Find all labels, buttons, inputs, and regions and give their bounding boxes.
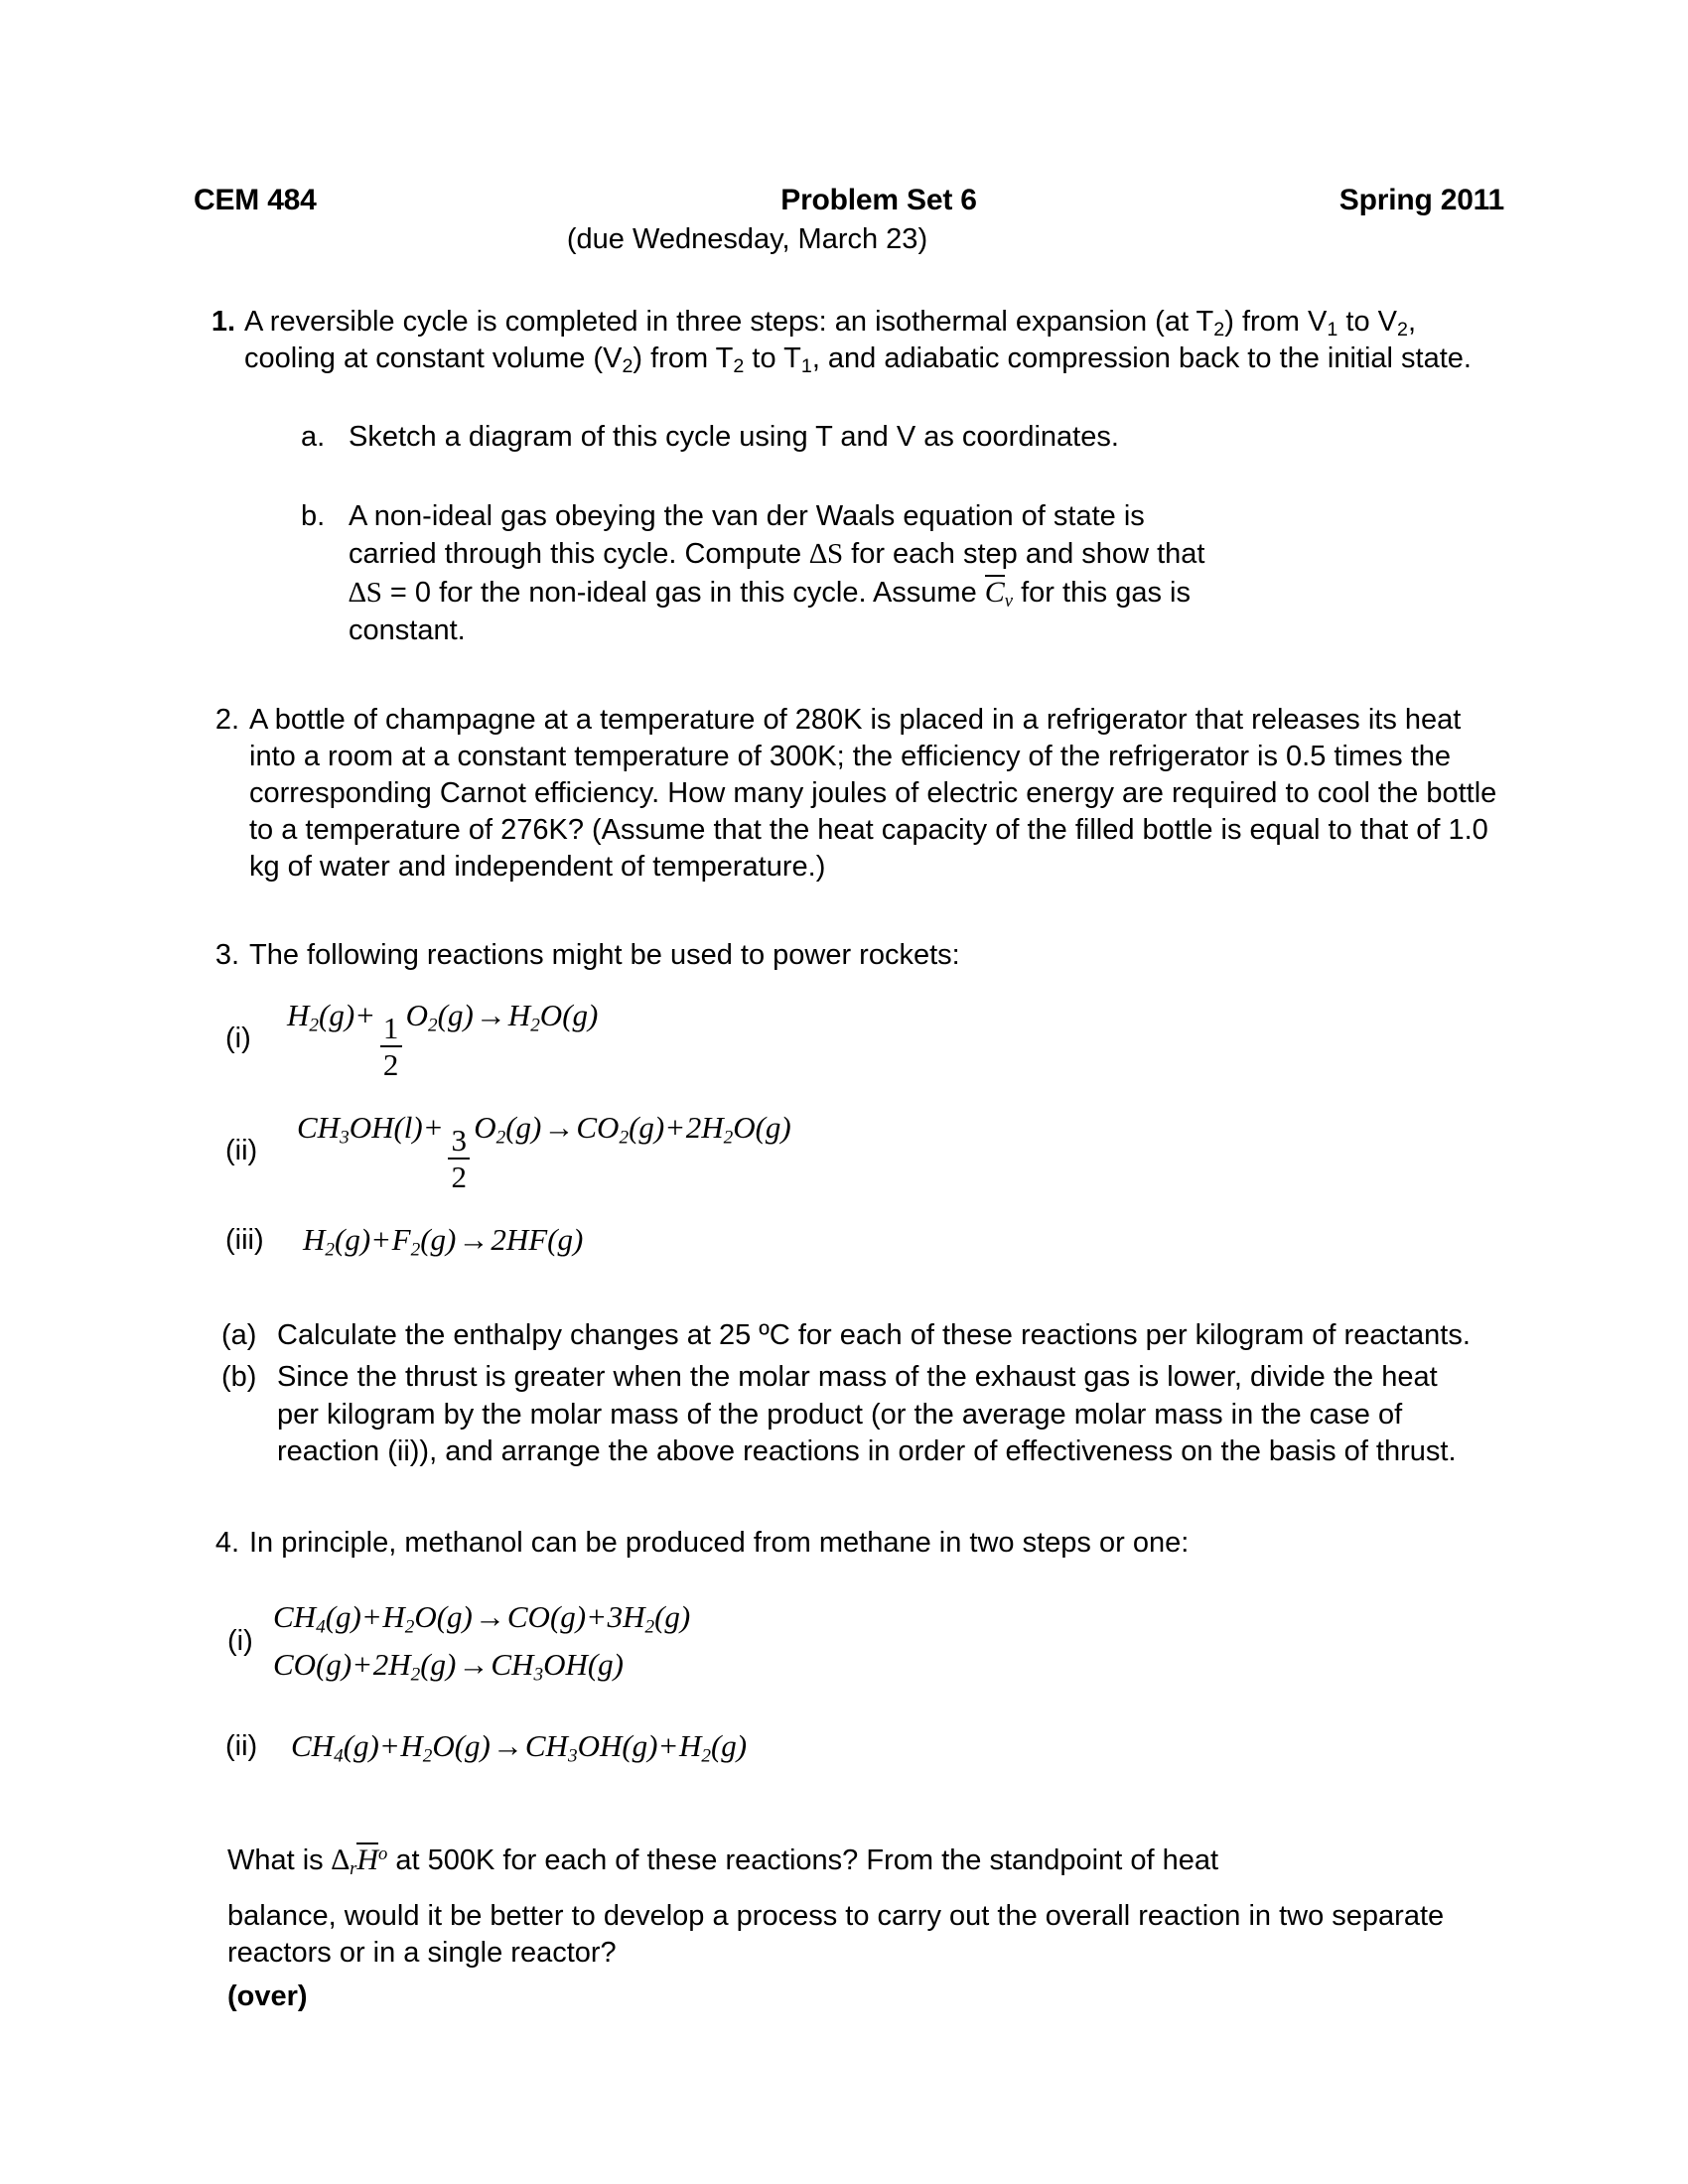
f4i2-oh: OH xyxy=(543,1647,588,1683)
f4i1-h-sub: 2 xyxy=(404,1616,415,1638)
p1-seg4: , cooling at constant volume (V xyxy=(244,306,1417,375)
f3i-h: H xyxy=(287,998,310,1033)
problem-1 xyxy=(194,304,1504,377)
cv-bar-symbol xyxy=(984,576,1014,613)
f4i2-co: CO xyxy=(273,1647,317,1683)
f4i2-arrow: → xyxy=(458,1647,490,1683)
part-b-marker: (b) xyxy=(221,1361,257,1394)
f4i1-h2-sub: 2 xyxy=(644,1616,655,1638)
f4i1-arrow: → xyxy=(474,1599,505,1635)
f4i2-co-state: (g) xyxy=(316,1647,352,1683)
over-note: (over) xyxy=(227,1980,308,2013)
part-a-marker: (a) xyxy=(221,1319,257,1352)
f3i-frac-num: 1 xyxy=(382,1011,399,1046)
f3ii-frac-num: 3 xyxy=(451,1123,467,1159)
reaction-3-ii-formula xyxy=(297,1110,791,1195)
p1-seg2: ) from V xyxy=(1224,306,1328,338)
item-b-text xyxy=(349,498,1222,650)
problem-4-number: 4. xyxy=(214,1527,239,1560)
f4ii-h: H xyxy=(400,1728,423,1764)
f3ii-o-state: (g) xyxy=(505,1110,542,1146)
f3ii-fraction xyxy=(448,1123,470,1195)
f4ii-oh: OH xyxy=(577,1728,623,1764)
p1-sub-v2: 2 xyxy=(1397,318,1408,341)
f4i1-o: O xyxy=(414,1599,437,1635)
p1b-seg4: for this gas is constant. xyxy=(349,577,1191,646)
p1-sub-v2b: 2 xyxy=(622,355,633,378)
f3ii-h2o-o: O xyxy=(733,1110,756,1146)
problem-3-part-a xyxy=(221,1317,1504,1355)
f4ii-ch: CH xyxy=(291,1728,335,1764)
f3ii-h2o-sub: 2 xyxy=(723,1127,734,1149)
reaction-3-i-label: (i) xyxy=(225,1023,251,1055)
f3ii-co-state: (g) xyxy=(629,1110,665,1146)
f4ii-h2: H xyxy=(678,1728,702,1764)
f4ii-ch3oh-state: (g) xyxy=(622,1728,658,1764)
f4ii-ch-sub: 4 xyxy=(334,1745,344,1767)
problem-3-part-b xyxy=(221,1359,1504,1471)
f4ii-ch3: CH xyxy=(524,1728,568,1764)
f4ii-h2-sub: 2 xyxy=(701,1745,711,1767)
f4i1-plus: + xyxy=(362,1599,381,1635)
reaction-4-i-line2 xyxy=(273,1647,690,1686)
f3iii-arrow: → xyxy=(458,1222,490,1258)
p1-seg1: A reversible cycle is completed in three steps: an isothermal expansion (at T xyxy=(244,306,1214,338)
f3iii-hf: HF xyxy=(505,1222,548,1258)
page-title: Problem Set 6 xyxy=(780,184,977,216)
f3ii-o-sub: 2 xyxy=(495,1127,506,1149)
f3ii-co: CO xyxy=(576,1110,620,1146)
reaction-4-i-label: (i) xyxy=(227,1624,253,1657)
f4i1-h2: H xyxy=(623,1599,645,1635)
course-code: CEM 484 xyxy=(194,184,317,216)
f4ii-ch-state: (g) xyxy=(343,1728,379,1764)
f3ii-state: (l) xyxy=(393,1110,423,1146)
reaction-3-ii xyxy=(225,1110,1504,1195)
f3ii-frac-den: 2 xyxy=(451,1160,467,1195)
p1-seg5: ) from T xyxy=(633,342,734,375)
f3ii-arrow: → xyxy=(543,1110,575,1146)
problem-2-number: 2. xyxy=(214,703,239,736)
f4i2-ch: CH xyxy=(491,1647,534,1683)
f3ii-oh: OH xyxy=(349,1110,394,1146)
f3i-prod-state: (g) xyxy=(562,998,599,1033)
f4ii-h2o-state: (g) xyxy=(454,1728,491,1764)
f4i2-ch-sub: 3 xyxy=(533,1664,544,1686)
f4ii-h2-state: (g) xyxy=(710,1728,748,1764)
f3ii-co-sub: 2 xyxy=(619,1127,630,1149)
p1-sub-v1: 1 xyxy=(1327,318,1338,341)
p1-sub-t2: 2 xyxy=(1213,318,1225,341)
f4i2-h-sub: 2 xyxy=(410,1664,421,1686)
delta-r-h-standard-symbol xyxy=(331,1843,388,1880)
f3ii-plus: + xyxy=(424,1110,443,1146)
delta-s-symbol-1: ∆S xyxy=(809,537,844,570)
cv-letter: C xyxy=(984,576,1005,610)
document-content xyxy=(194,184,1504,2019)
f4ii-h-sub: 2 xyxy=(422,1745,433,1767)
reaction-3-i-formula xyxy=(287,998,599,1083)
f4ii-ch3-sub: 3 xyxy=(567,1745,578,1767)
f3ii-ch-sub: 3 xyxy=(340,1127,350,1149)
f3i-plus: + xyxy=(356,998,374,1033)
p1b-seg1: A non-ideal gas obeying the van der Waals equation of state is carried through this cycle. Compute xyxy=(349,499,1145,570)
p4q-seg2: at 500K for each of these reactions? From the standpoint of heat xyxy=(387,1844,1219,1877)
f4i1-plus2: + xyxy=(588,1599,606,1635)
f4i1-co-state: (g) xyxy=(549,1599,587,1635)
h-letter: H xyxy=(356,1843,379,1877)
reaction-4-i-line1 xyxy=(273,1599,691,1638)
f3iii-h-sub: 2 xyxy=(325,1239,335,1261)
f3i-prod-h: H xyxy=(507,998,531,1033)
problem-1-item-b xyxy=(301,498,1504,650)
f4ii-plus2: + xyxy=(659,1728,677,1764)
f4i1-coef: 3 xyxy=(607,1599,624,1635)
part-b-text: Since the thrust is greater when the molar mass of the exhaust gas is lower, divide the heat per kilogram by the molar mass of the product (or the average molar mass in the case of reaction (ii)), and arrange the above reactions in order of effectiveness on the basis of thrust. xyxy=(277,1361,1457,1468)
p1-seg6: to T xyxy=(744,342,801,375)
f4i2-h: H xyxy=(388,1647,411,1683)
f3iii-f-state: (g) xyxy=(420,1222,457,1258)
p1-sub-t2b: 2 xyxy=(733,355,745,378)
p1b-seg2: for each step and show that xyxy=(843,537,1205,570)
f4i1-ch-state: (g) xyxy=(325,1599,361,1635)
problem-1-item-a xyxy=(301,419,1504,457)
p1-seg3: to V xyxy=(1337,306,1397,338)
f3iii-f-sub: 2 xyxy=(410,1239,421,1261)
delta-s-symbol-2: ∆S xyxy=(349,577,382,610)
f4i2-ch3oh-state: (g) xyxy=(587,1647,624,1683)
f3ii-plus2: + xyxy=(666,1110,684,1146)
due-date: (due Wednesday, March 23) xyxy=(566,223,928,255)
f3ii-ch: CH xyxy=(297,1110,341,1146)
reaction-3-i xyxy=(225,998,1504,1083)
f3ii-o: O xyxy=(474,1110,496,1146)
delta-symbol: ∆ xyxy=(331,1843,351,1877)
p4q-seg1: What is xyxy=(227,1844,332,1877)
problem-4-question xyxy=(227,1838,1449,2019)
part-a-text: Calculate the enthalpy changes at 25 ºC for each of these reactions per kilogram of reactants. xyxy=(277,1319,1471,1352)
problem-2 xyxy=(194,702,1504,887)
reaction-3-iii-formula xyxy=(303,1222,584,1261)
reaction-4-i-stack xyxy=(273,1599,691,1686)
problem-3-intro: The following reactions might be used to power rockets: xyxy=(249,939,960,972)
f4i1-ch: CH xyxy=(273,1599,317,1635)
item-a-text: Sketch a diagram of this cycle using T and V as coordinates. xyxy=(349,421,1119,454)
reaction-4-ii-formula xyxy=(291,1728,748,1767)
f4i1-h2o-state: (g) xyxy=(436,1599,473,1635)
f3iii-coef: 2 xyxy=(491,1222,506,1258)
f3iii-h-state: (g) xyxy=(335,1222,371,1258)
item-a-marker: a. xyxy=(301,421,326,454)
problem-2-text: A bottle of champagne at a temperature of 280K is placed in a refrigerator that releases its heat into a room at a constant temperature of 300K; the efficiency of the refrigerator is 0.5 times the corresponding Carnot efficiency. How many joules of electric energy are required to cool the bottle to a temperature of 276K? (Assume that the heat capacity of the filled bottle is equal to that of 1.0 kg of water and independent of temperature.) xyxy=(249,703,1497,884)
delta-subscript-r: r xyxy=(350,1858,357,1880)
f3iii-plus: + xyxy=(372,1222,390,1258)
problem-3-number: 3. xyxy=(214,939,239,972)
reaction-4-i xyxy=(227,1599,1504,1686)
problem-4-intro: In principle, methanol can be produced from methane in two steps or one: xyxy=(249,1527,1190,1560)
f3i-h-state: (g) xyxy=(319,998,355,1033)
f3i-o: O xyxy=(405,998,429,1033)
f3iii-f: F xyxy=(391,1222,411,1258)
f3i-o-state: (g) xyxy=(437,998,474,1033)
f3i-prod-o: O xyxy=(539,998,563,1033)
f3i-arrow: → xyxy=(475,998,506,1033)
f4ii-o: O xyxy=(432,1728,455,1764)
f3i-o-sub: 2 xyxy=(428,1015,438,1036)
f3iii-hf-state: (g) xyxy=(547,1222,584,1258)
p1-sub-t1: 1 xyxy=(800,355,812,378)
f3i-h-sub: 2 xyxy=(309,1015,319,1036)
problem-3-parts xyxy=(221,1317,1504,1471)
p1b-seg3: = 0 for the non-ideal gas in this cycle. Assume xyxy=(381,577,985,610)
document-header xyxy=(194,184,1504,217)
f4i1-h: H xyxy=(382,1599,405,1635)
f4ii-arrow: → xyxy=(492,1728,523,1764)
reaction-3-ii-label: (ii) xyxy=(225,1135,258,1167)
f3ii-h2o-h: H xyxy=(701,1110,724,1146)
reaction-3-iii-label: (iii) xyxy=(225,1223,264,1256)
f3ii-coef: 2 xyxy=(685,1110,702,1146)
p1-seg7: , and adiabatic compression back to the initial state. xyxy=(811,342,1472,375)
reaction-4-ii xyxy=(225,1728,1504,1767)
problem-1-number: 1. xyxy=(211,306,235,338)
problem-1-text xyxy=(244,304,1480,377)
f3i-frac-den: 2 xyxy=(382,1047,399,1083)
f4i1-ch-sub: 4 xyxy=(316,1616,326,1638)
reaction-3-iii xyxy=(225,1222,1504,1261)
f4i2-plus: + xyxy=(353,1647,371,1683)
f4i2-h-state: (g) xyxy=(420,1647,457,1683)
item-b-marker: b. xyxy=(301,499,326,532)
problem-4 xyxy=(194,1525,1504,1562)
f3ii-h2o-state: (g) xyxy=(755,1110,791,1146)
term-label: Spring 2011 xyxy=(1338,184,1504,216)
f3i-prod-sub: 2 xyxy=(530,1015,540,1036)
f3iii-h: H xyxy=(303,1222,326,1258)
reaction-4-ii-label: (ii) xyxy=(225,1729,258,1762)
f3i-fraction xyxy=(380,1011,402,1083)
h-superscript-standard: o xyxy=(378,1843,388,1864)
problem-3 xyxy=(194,937,1504,974)
f4i1-co: CO xyxy=(506,1599,550,1635)
p4q-seg3: balance, would it be better to develop a process to carry out the overall reaction in two separate reactors or in a single reactor? xyxy=(227,1899,1445,1970)
f4i2-coef: 2 xyxy=(372,1647,389,1683)
f4i1-h2-state: (g) xyxy=(654,1599,691,1635)
cv-subscript: v xyxy=(1004,591,1014,613)
f4ii-plus: + xyxy=(380,1728,399,1764)
